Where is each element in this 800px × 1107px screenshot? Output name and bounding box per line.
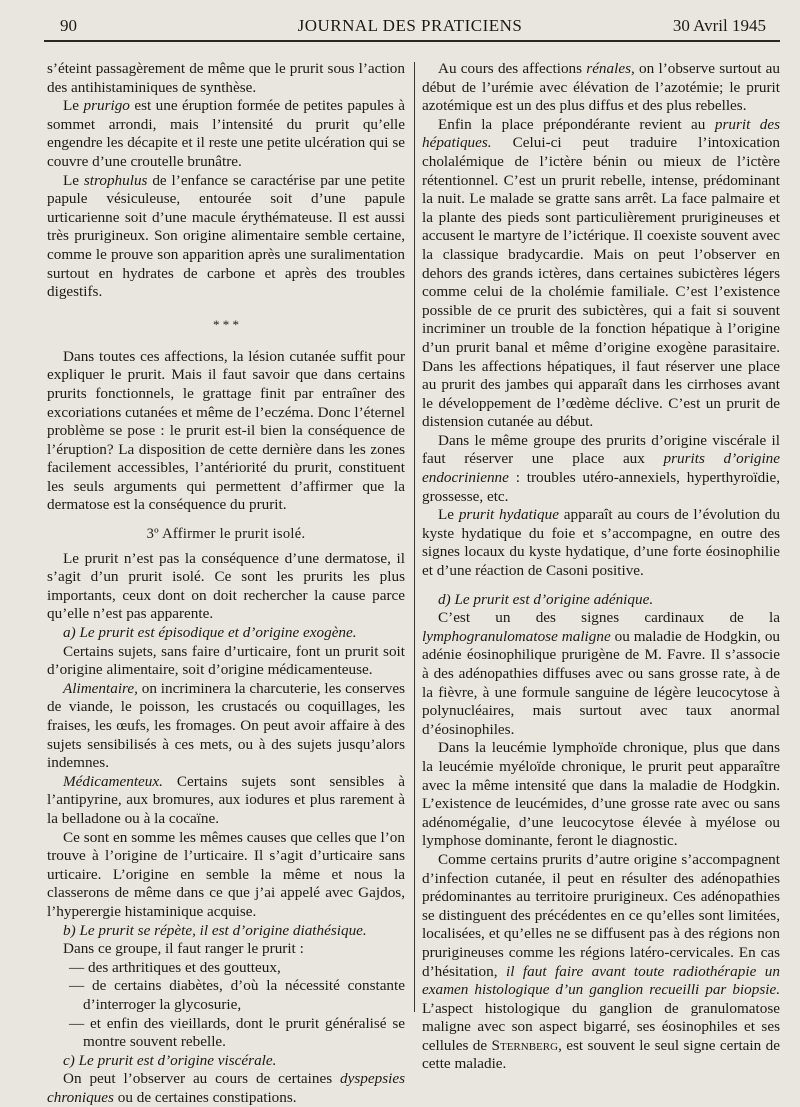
paragraph [422,116,780,432]
issue-date: 30 Avril 1945 [672,16,766,35]
paragraph: Dans toutes ces affections, la lésion cutanée suffit pour expliquer le prurit. Mais il faut savoir que dans certains prurits fonctionnels, le grattage finit par entraîner des excoriations cutanées et même de l’eczéma. Donc l’éternel problème se pose : le prurit est-il bien la conséquence de l’éruption? La disposition de cette dernière dans les zones facilement accessibles, l’antériorité du prurit, constituent les seuls arguments qui permettent d’affirmer que la dermatose est la conséquence du prurit. [47,347,405,514]
text: C’est un des signes cardinaux de la [438,609,780,627]
text: Certains sujets sont sensibles à l’antipyrine, aux bromures, aux iodures et plus rarement à la belladone ou à la cocaïne. [47,772,405,827]
subheading [47,1052,405,1071]
text: , on l’observe surtout au début de l’urémie avec élévation de l’azotémie; le prurit azotémique est un des plus diffus et des plus rebelles. [422,60,780,115]
paragraph: Dans ce groupe, il faut ranger le prurit : [63,940,304,958]
section-separator: * * * [213,316,239,332]
text: est une éruption formée de petites papules à sommet arrondi, mais l’intensité du prurit qu’elle engendre les décapite et il reste une petite ulcération qui se couvre d’une croutelle brunâtre. [47,97,405,170]
text: L’aspect histologique du ganglion de granulomatose maligne avec son aspect bigarré, ses éosinophiles et ses cellules de [422,999,780,1054]
term: Alimentaire, [63,679,138,697]
text: Le [63,171,84,189]
page-header [40,14,780,40]
paragraph [422,609,780,739]
paragraph [47,1070,405,1107]
term: lymphogranulomatose maligne [422,627,611,645]
paragraph [422,60,780,116]
text: Enfin la place prépondérante revient au [438,115,715,133]
subheading [422,591,780,610]
term: prurit hydatique [458,506,559,524]
paragraph [47,172,405,302]
section-heading: 3º Affirmer le prurit isolé. [146,526,306,543]
term: rénales [586,60,631,77]
paragraph [47,680,405,773]
list-item: — et enfin des vieillards, dont le prurit généralisé se montre souvent rebelle. [69,1014,405,1051]
subheading [47,922,405,941]
text: de l’enfance se caractérise par une petite papule vésiculeuse, entourée soit d’une papule urticarienne soit d’une macule érythémateuse. Il est aussi très prurigineux. Son origine alimentaire semble certaine, comme le prouve son apparition après une suralimentation surtout en hydrates de carbone et après des troubles digestifs. [47,171,405,301]
paragraph: s’éteint passagèrement de même que le prurit sous l’action des antihistaminiques de synthèse. [47,60,405,96]
term: dyspepsies chroniques [47,1070,405,1106]
subheading [47,624,405,643]
text: Au cours des affections [438,60,587,77]
list-item: — des arthritiques et des goutteux, [69,958,281,976]
left-column [47,60,405,1107]
term: prurit des hépatiques. [422,115,780,152]
subheading-text: d) Le prurit est d’origine adénique. [438,590,654,608]
text: Celui-ci peut traduire l’intoxication cholalémique de l’ictère bénin ou mieux de l’ictère rétentionnel. C’est un prurit rebelle, intense, prédominant la nuit. Le malade se gratte sans arrêt. La face palmaire et la plante des pieds sont particulièrement prurigineuses et accusent le martyre de l’ictérique. Il coexiste souvent avec la classique bradycardie. Mais on peut l’observer en dehors des grands ictères, dans certaines subictères légers comme celui de la cholémie familiale. C’est l’existence possible de ce prurit des subictères, qui a fait si souvent incriminer un trouble de la fonction hépatique à l’origine d’un prurit banal et même d’origine exogène parasitaire. Dans les affections hépatiques, il faut réserver une place au prurit des jambes qui apparaît dans les cirrhoses avant le développement de l’œdème déclive. C’est un prurit de distension cutanée au début. [422,134,780,431]
paragraph: Dans la leucémie lymphoïde chronique, plus que dans la leucémie myéloïde chronique, le prurit peut apparaître avec la même intensité que dans la maladie de Hodgkin. L’existence de leucémides, d’une grosse rate avec ou sans adénomégalie, d’une leucocytose élevée à myélose ou lymphose dominante, feront le diagnostic. [422,739,780,850]
author-name: Sternberg [491,1036,559,1054]
term: prurigo [83,97,130,115]
paragraph: Certains sujets, sans faire d’urticaire, font un prurit soit d’origine alimentaire, soit d’origine médicamenteuse. [47,642,405,679]
text: Comme certains prurits d’autre origine s’accompagnent d’infection cutanée, il peut en résulter des adénopathies prédominantes au territoire prurigineux. Ces adénopathies se distinguent des précédentes en ce qu’elles sont limitées, localisées, et qu’elles ne se diffusent pas à des régions non prurigineuses comme les régions latéro-cervicales. En cas d’hésitation, [422,850,780,980]
journal-title: JOURNAL DES PRATICIENS [297,16,523,35]
list-item: — de certains diabètes, d’où la nécessité constante d’interroger la glycosurie, [69,977,405,1013]
text: Le [438,506,459,524]
right-column [422,60,780,1074]
column-divider [414,62,415,1012]
paragraph [47,97,405,171]
subheading-text: c) Le prurit est d’origine viscérale. [63,1051,277,1069]
paragraph: Ce sont en somme les mêmes causes que celles que l’on trouve à l’origine de l’urticaire. Il s’agit d’urticaire sans urticaire. L’origine en semble la même et nous la classerons de même dans ce que j’ai appelé avec Gajdos, l’hyperergie histaminique acquise. [47,828,405,920]
text: apparaît au cours de l’évolution du kyste hydatique du foie et s’accompagne, en outre des signes locaux du kyste hydatique, d’une forte éosinophilie et d’une réaction de Casoni positive. [422,506,780,580]
page-number: 90 [60,16,77,35]
term: strophulus [83,171,148,189]
text: Le [63,97,84,115]
term: Médicamenteux. [63,772,163,790]
header-rule [44,40,780,42]
emphasis: il faut faire avant toute radiothérapie un examen histologique d’un ganglion recueilli par biopsie. [422,962,780,999]
paragraph [422,851,780,1074]
term: prurits d’origine endocrinienne [422,450,780,487]
text: On peut l’observer au cours de certaines [63,1070,341,1088]
text: ou de certaines constipations. [113,1088,297,1106]
text: : troubles utéro-annexiels, hyperthyroïdie, grossesse, etc. [422,469,780,505]
subheading-text: b) Le prurit se répète, il est d’origine diathésique. [63,921,367,939]
text: on incriminera la charcuterie, les conserves de viande, le poisson, les crustacés ou coquillages, les fraises, les œufs, les fromages. On peut avoir affaire à des sujets sensibilisés à ces mets, ou à des sujets jusqu’alors indemnes. [47,679,405,772]
paragraph: Le prurit n’est pas la conséquence d’une dermatose, il s’agit d’un prurit isolé. Ce sont les prurits les plus importants, ceux dont on doit rechercher la cause parce qu’elle n’est pas apparente. [47,549,405,623]
paragraph [422,506,780,580]
paragraph [47,773,405,829]
subheading-text: a) Le prurit est épisodique et d’origine exogène. [63,624,357,642]
text: ou maladie de Hodgkin, ou adénie éosinophilique prurigène de M. Favre. Il s’associe à des adénopathies diffuses avec ou sans grosse rate, à de la fièvre, à une formule sanguine de légère leucocytose à polynucléaires, mais surtout avec taux anormal d’éosinophiles. [422,627,781,738]
text: , est souvent le seul signe certain de cette maladie. [422,1036,780,1073]
text: Dans le même groupe des prurits d’origine viscérale il faut réserver une place aux [422,431,780,468]
paragraph [422,432,780,506]
